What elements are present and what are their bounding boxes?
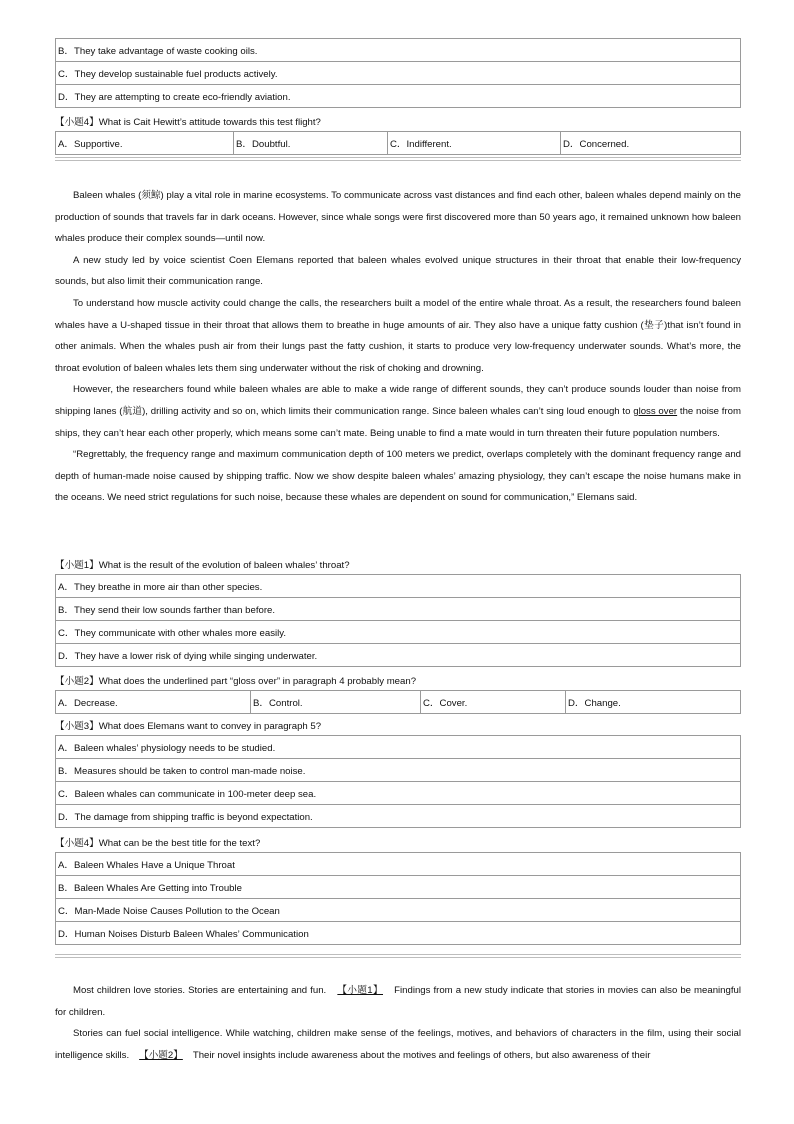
q4-option-d[interactable]: D．Human Noises Disturb Baleen Whales’ Communication (56, 922, 741, 945)
paragraph-4-part-a: However, the researchers found while baleen whales are able to make a wide range of different sounds, they can’t produce sounds louder than noise from shipping lanes (航道), drilling activity and so on, which limits their communication range. Since baleen whales can’t sing loud enough to (55, 384, 741, 417)
passage-paragraph-1: Baleen whales (须鲸) play a vital role in marine ecosystems. To communicate across vast distances and find each other, baleen whales depend mainly on the production of sounds that travels far in dark oceans. However, since whale songs were first discovered more than 50 years ago, it remained unknown how baleen whales produce their complex sounds—until now. (55, 190, 741, 245)
q4-options (55, 852, 741, 945)
q2-option-a[interactable]: A．Decrease. (56, 691, 251, 714)
prev-q3-option-b[interactable]: B．They take advantage of waste cooking oils. (56, 39, 741, 62)
q3-option-b[interactable]: B．Measures should be taken to control man-made noise. (56, 759, 741, 782)
q3-option-d[interactable]: D．The damage from shipping traffic is beyond expectation. (56, 805, 741, 828)
q2-option-c[interactable]: C．Cover. (421, 691, 566, 714)
passage-paragraph-2: A new study led by voice scientist Coen Elemans reported that baleen whales evolved unique structures in their throat that enable their low-frequency sounds, but also limit their communication range. (55, 254, 741, 288)
next-p1-part-b: Findings from a new study indicate that stories in movies can also be meaningful for children. (55, 985, 741, 1018)
q3-option-a[interactable]: A．Baleen whales’ physiology needs to be studied. (56, 736, 741, 759)
prev-q4-option-d[interactable]: D．Concerned. (561, 132, 741, 155)
prev-q3-options (55, 38, 741, 108)
next-paragraph-2 (55, 1023, 741, 1066)
q1-options (55, 574, 741, 667)
q1-option-d[interactable]: D．They have a lower risk of dying while singing underwater. (56, 644, 741, 667)
next-passage (55, 980, 741, 1066)
prev-q3-option-c[interactable]: C．They develop sustainable fuel products actively. (56, 62, 741, 85)
next-paragraph-1 (55, 980, 741, 1023)
passage (55, 185, 741, 509)
next-p1-part-a: Most children love stories. Stories are entertaining and fun. (73, 985, 327, 996)
blank-1[interactable]: 【小题1】 (337, 985, 383, 996)
prev-q4-option-a[interactable]: A．Supportive. (56, 132, 234, 155)
next-p2-part-b: Their novel insights include awareness about the motives and feelings of others, but also awareness of their (192, 1049, 651, 1061)
prev-q3-option-d[interactable]: D．They are attempting to create eco-friendly aviation. (56, 85, 741, 108)
paragraph-4-part-b: the noise from ships, they can’t hear each other properly, which means some can’t mate. Being unable to find a mate would in turn threaten their future population numbers. (55, 405, 741, 439)
q4-option-a[interactable]: A．Baleen Whales Have a Unique Throat (56, 853, 741, 876)
q2-option-d[interactable]: D．Change. (566, 691, 741, 714)
q1-stem: 【小题1】What is the result of the evolution of baleen whales’ throat? (55, 560, 350, 571)
prev-q4-options (55, 131, 741, 155)
q2-options (55, 690, 741, 714)
q1-option-b[interactable]: B．They send their low sounds farther than before. (56, 598, 741, 621)
q3-stem: 【小题3】What does Elemans want to convey in paragraph 5? (55, 721, 322, 732)
q1-option-a[interactable]: A．They breathe in more air than other species. (56, 575, 741, 598)
prev-q4-option-c[interactable]: C．Indifferent. (388, 132, 561, 155)
underlined-gloss-over: gloss over (633, 405, 678, 417)
q2-stem: 【小题2】What does the underlined part “gloss over” in paragraph 4 probably mean? (55, 676, 417, 687)
prev-q4-option-b[interactable]: B．Doubtful. (234, 132, 388, 155)
q3-options (55, 735, 741, 828)
q1-option-c[interactable]: C．They communicate with other whales more easily. (56, 621, 741, 644)
passage-paragraph-4 (55, 379, 741, 444)
prev-q4-stem: 【小题4】What is Cait Hewitt’s attitude towards this test flight? (55, 117, 321, 128)
section-divider (55, 954, 741, 958)
section-divider (55, 157, 741, 161)
q4-stem: 【小题4】What can be the best title for the text? (55, 838, 261, 849)
passage-paragraph-3: To understand how muscle activity could change the calls, the researchers built a model of the entire whale throat. As a result, the researchers found baleen whales have a U-shaped tissue in their throat that allows them to breathe in huge amounts of air. They also have a unique fatty cushion (垫子)that isn’t found in other animals. When the whales push air from their lungs past the fatty cushion, it starts to produce very low-frequency underwater sounds. What’s more, the throat evolution of baleen whales lets them sing underwater without the risk of choking and drowning. (55, 297, 741, 374)
q4-option-b[interactable]: B．Baleen Whales Are Getting into Trouble (56, 876, 741, 899)
next-p2-part-a: Stories can fuel social intelligence. While watching, children make sense of the feelings, motives, and behaviors of characters in the film, using their social intelligence skills. (55, 1028, 741, 1061)
blank-2[interactable]: 【小题2】 (139, 1049, 183, 1061)
q3-option-c[interactable]: C．Baleen whales can communicate in 100-meter deep sea. (56, 782, 741, 805)
q4-option-c[interactable]: C．Man-Made Noise Causes Pollution to the Ocean (56, 899, 741, 922)
q2-option-b[interactable]: B．Control. (251, 691, 421, 714)
passage-paragraph-5: “Regrettably, the frequency range and maximum communication depth of 100 meters we predict, overlaps completely with the dominant frequency range and depth of human-made noise caused by shipping traffic. Now we show despite baleen whales’ amazing physiology, they can’t escape the noise humans make in the oceans. We need strict regulations for such noise, because these whales are dependent on sound for communication,” Elemans said. (55, 449, 741, 504)
